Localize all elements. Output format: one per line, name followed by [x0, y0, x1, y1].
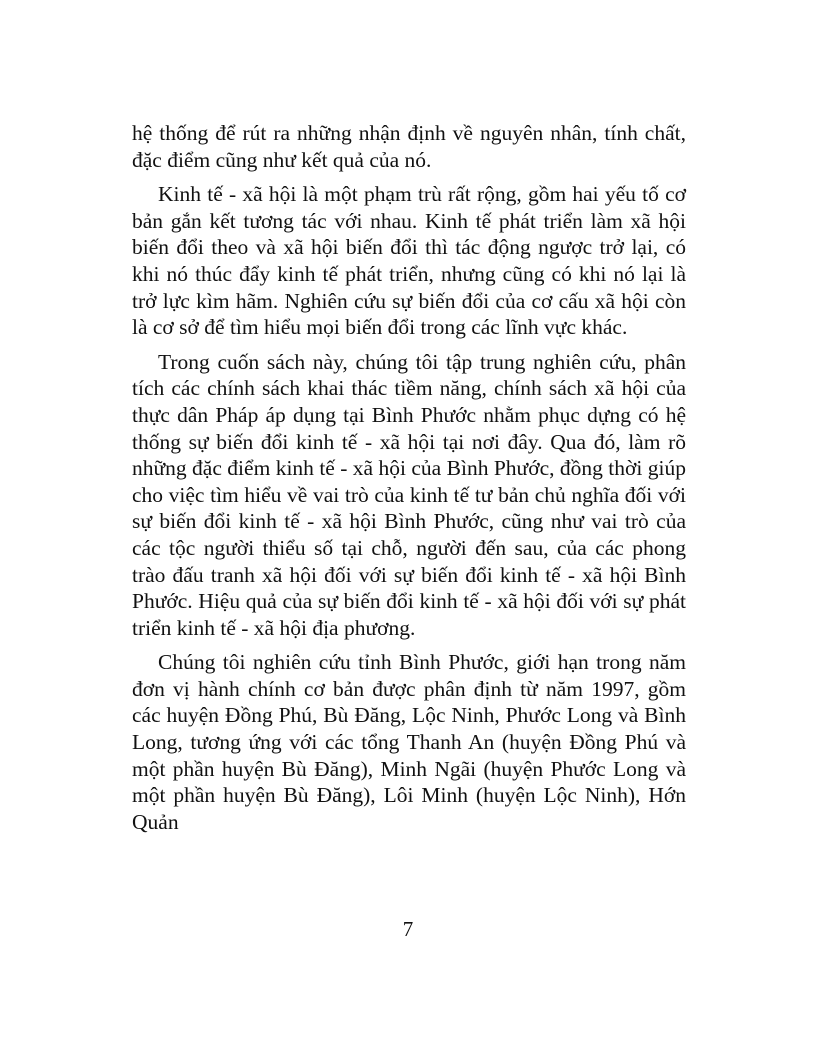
- paragraph-continuation: hệ thống để rút ra những nhận định về nguyên nhân, tính chất, đặc điểm cũng như kết quả của nó.: [132, 121, 686, 172]
- paragraph-socioeconomic: Kinh tế - xã hội là một phạm trù rất rộng, gồm hai yếu tố cơ bản gắn kết tương tác với nhau. Kinh tế phát triển làm xã hội biến đổi theo và xã hội biến đổi thì tác động ngược trở lại, có khi nó thúc đẩy kinh tế phát triển, nhưng cũng có khi nó lại là trở lực kìm hãm. Nghiên cứu sự biến đổi của cơ cấu xã hội còn là cơ sở để tìm hiểu mọi biến đổi trong các lĩnh vực khác.: [132, 182, 686, 340]
- paragraph-book-scope: Trong cuốn sách này, chúng tôi tập trung nghiên cứu, phân tích các chính sách khai thác tiềm năng, chính sách xã hội của thực dân Pháp áp dụng tại Bình Phước nhằm phục dựng có hệ thống sự biến đổi kinh tế - xã hội tại nơi đây. Qua đó, làm rõ những đặc điểm kinh tế - xã hội của Bình Phước, đồng thời giúp cho việc tìm hiểu về vai trò của kinh tế tư bản chủ nghĩa đối với sự biến đổi kinh tế - xã hội Bình Phước, cũng như vai trò của các tộc người thiểu số tại chỗ, người đến sau, của các phong trào đấu tranh xã hội đối với sự biến đổi kinh tế - xã hội Bình Phước. Hiệu quả của sự biến đổi kinh tế - xã hội đối với sự phát triển kinh tế - xã hội địa phương.: [132, 349, 686, 640]
- paragraph-study-area: Chúng tôi nghiên cứu tỉnh Bình Phước, giới hạn trong năm đơn vị hành chính cơ bản được phân định từ năm 1997, gồm các huyện Đồng Phú, Bù Đăng, Lộc Ninh, Phước Long và Bình Long, tương ứng với các tổng Thanh An (huyện Đồng Phú và một phần huyện Bù Đăng), Minh Ngãi (huyện Phước Long và một phần huyện Bù Đăng), Lôi Minh (huyện Lộc Ninh), Hớn Quản: [132, 650, 686, 834]
- page-number: 7: [402, 917, 414, 941]
- page-body: [132, 120, 686, 843]
